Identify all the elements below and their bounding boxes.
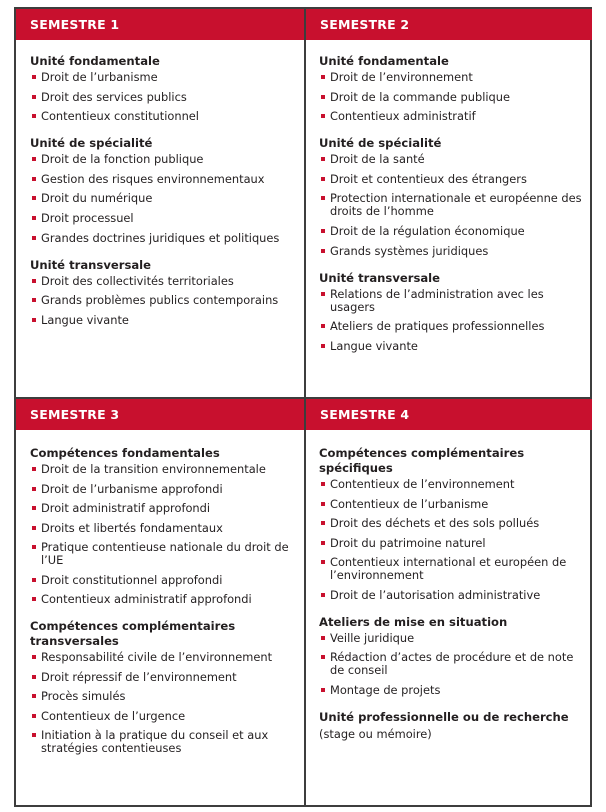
course-item: Pratique contentieuse nationale du droit de l’UE: [30, 541, 296, 567]
semester-3-header: SEMESTRE 3: [16, 399, 304, 430]
course-item: Droit de l’urbanisme approfondi: [30, 483, 296, 496]
section-title: Unité transversale: [30, 257, 152, 272]
section: [30, 258, 296, 327]
section: [30, 136, 296, 244]
course-item: Droit des déchets et des sols pollués: [319, 517, 584, 530]
course-item: Droit du numérique: [30, 192, 296, 205]
section: [319, 710, 584, 741]
section-title: Compétences complémentaires spécifiques: [319, 446, 525, 475]
course-item: Droit de l’autorisation administrative: [319, 589, 584, 602]
course-item: Droit administratif approfondi: [30, 502, 296, 515]
semester-4-header: SEMESTRE 4: [306, 399, 592, 430]
section: [319, 54, 584, 123]
course-item: Droit de la fonction publique: [30, 153, 296, 166]
course-item: Droit et contentieux des étrangers: [319, 173, 584, 186]
course-item: Contentieux administratif: [319, 110, 584, 123]
course-item: Droit de l’environnement: [319, 71, 584, 84]
section: [319, 446, 584, 602]
section-title: Unité de spécialité: [319, 136, 442, 151]
section-title: Ateliers de mise en situation: [319, 614, 508, 629]
course-item: Rédaction d’actes de procédure et de note de conseil: [319, 651, 584, 677]
section: [319, 136, 584, 257]
semester-2-header: SEMESTRE 2: [306, 9, 592, 40]
semester-3-content: [30, 446, 296, 768]
course-item: Ateliers de pratiques professionnelles: [319, 320, 584, 333]
section: [319, 615, 584, 697]
course-item: Responsabilité civile de l’environnement: [30, 651, 296, 664]
course-item: Contentieux de l’urgence: [30, 710, 296, 723]
course-item: Relations de l’administration avec les usagers: [319, 288, 584, 314]
section-note: (stage ou mémoire): [319, 726, 432, 741]
section: [30, 446, 296, 606]
section-title: Compétences fondamentales: [30, 446, 220, 460]
section: [30, 619, 296, 755]
course-item: Initiation à la pratique du conseil et aux stratégies contentieuses: [30, 729, 296, 755]
course-item: Droit du patrimoine naturel: [319, 537, 584, 550]
course-item: Langue vivante: [319, 340, 584, 353]
course-item: Droit répressif de l’environnement: [30, 671, 296, 684]
course-item: Langue vivante: [30, 314, 296, 327]
course-item: Procès simulés: [30, 690, 296, 703]
section: [30, 54, 296, 123]
curriculum-grid: [14, 7, 592, 807]
section-title: Unité transversale: [319, 270, 441, 285]
semester-1-header: SEMESTRE 1: [16, 9, 304, 40]
course-item: Droit de la commande publique: [319, 91, 584, 104]
course-item: Droit processuel: [30, 212, 296, 225]
section-title: Compétences complémentaires transversales: [30, 619, 236, 648]
course-item: Droit de la régulation économique: [319, 225, 584, 238]
semester-2-content: [319, 54, 584, 366]
course-item: Droit de l’urbanisme: [30, 71, 296, 84]
course-item: Contentieux international et européen de l’environnement: [319, 556, 584, 582]
course-item: Protection internationale et européenne des droits de l’homme: [319, 192, 584, 218]
section-title: Unité fondamentale: [319, 54, 449, 68]
course-item: Droit de la santé: [319, 153, 584, 166]
course-item: Veille juridique: [319, 632, 584, 645]
section: [319, 271, 584, 353]
course-item: Droit des collectivités territoriales: [30, 275, 296, 288]
course-item: Grands systèmes juridiques: [319, 245, 584, 258]
semester-1-content: [30, 54, 296, 340]
semester-4-content: [319, 446, 584, 754]
section-title: Unité fondamentale: [30, 54, 160, 68]
course-item: Contentieux constitutionnel: [30, 110, 296, 123]
section-title: Unité professionnelle ou de recherche: [319, 709, 569, 724]
course-item: Contentieux de l’urbanisme: [319, 498, 584, 511]
course-item: Gestion des risques environnementaux: [30, 173, 296, 186]
course-item: Droits et libertés fondamentaux: [30, 522, 296, 535]
course-item: Contentieux administratif approfondi: [30, 593, 296, 606]
course-item: Droit constitutionnel approfondi: [30, 574, 296, 587]
course-item: Droit des services publics: [30, 91, 296, 104]
section-title: Unité de spécialité: [30, 136, 153, 151]
course-item: Grands problèmes publics contemporains: [30, 294, 296, 307]
course-item: Droit de la transition environnementale: [30, 463, 296, 476]
course-item: Grandes doctrines juridiques et politiques: [30, 232, 296, 245]
course-item: Contentieux de l’environnement: [319, 478, 584, 491]
course-item: Montage de projets: [319, 684, 584, 697]
